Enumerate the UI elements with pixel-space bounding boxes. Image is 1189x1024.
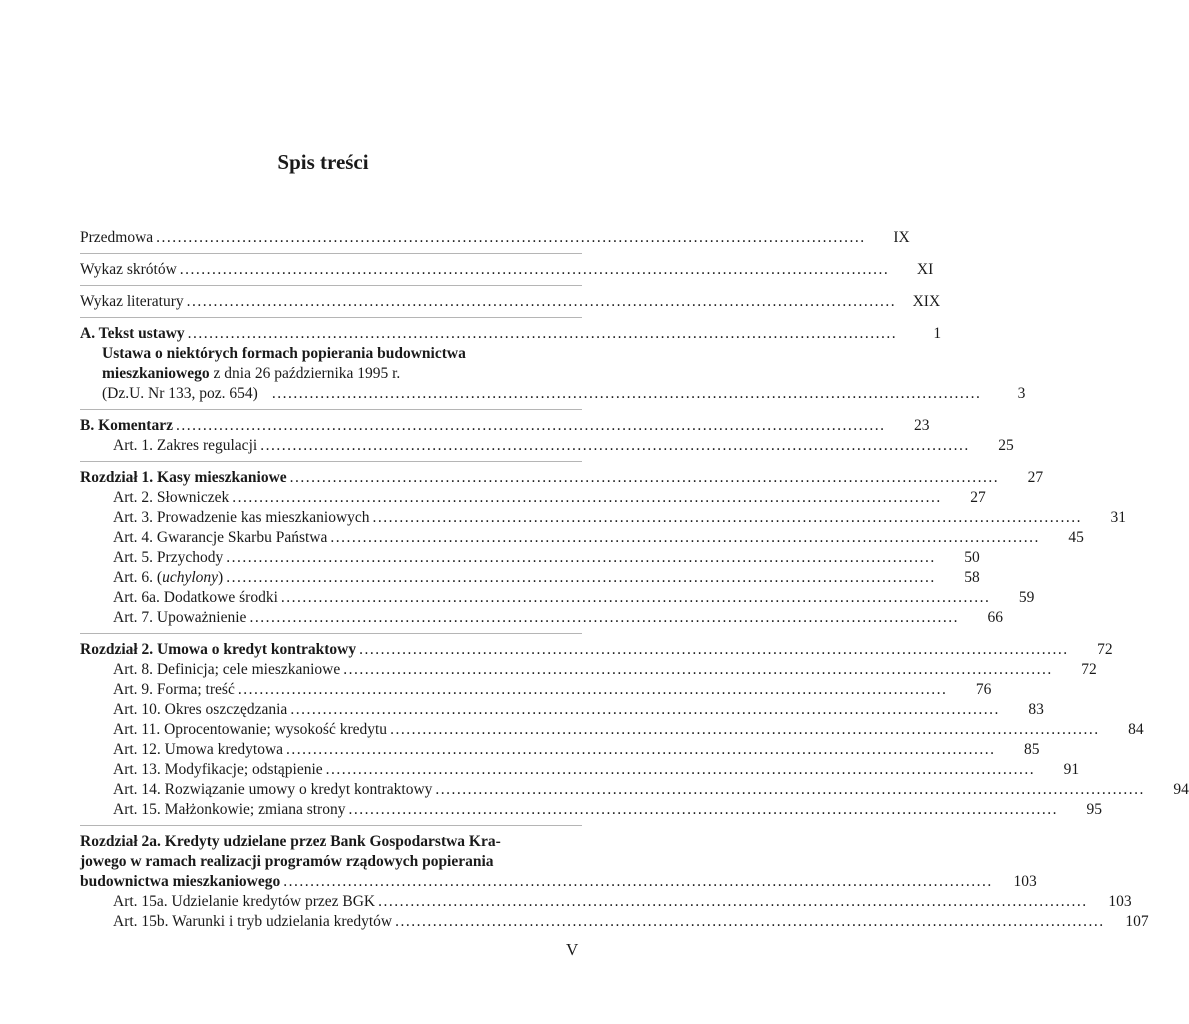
dot-leader: .................................................................................................................................... xyxy=(226,569,936,586)
toc-entry-art[interactable] xyxy=(80,680,992,700)
page-number: 103 xyxy=(1108,893,1132,910)
toc-entry-label: Art. 12. Umowa kredytowa xyxy=(113,741,284,758)
page-number: 3 xyxy=(1017,385,1026,402)
page-number: 76 xyxy=(975,681,992,698)
toc-entry-label: Wykaz skrótów xyxy=(80,261,177,278)
toc-entry-rozdzial2[interactable] xyxy=(80,640,1113,660)
toc-entry-art[interactable] xyxy=(80,568,980,588)
rozdzial2a-title-line1: Rozdział 2a. Kredyty udzielane przez Bank Gospodarstwa Kra- xyxy=(80,833,501,850)
toc-entry-art[interactable] xyxy=(80,912,1149,932)
dot-leader: .................................................................................................................................... xyxy=(260,437,970,454)
toc-entry-label: Art. 1. Zakres regulacji xyxy=(113,437,258,454)
toc-entry-label: budownictwa mieszkaniowego xyxy=(80,873,281,890)
page-number: 50 xyxy=(964,549,980,566)
toc-entry-label: A. Tekst ustawy xyxy=(80,325,185,342)
dot-leader: .................................................................................................................................... xyxy=(290,701,1000,718)
page-number: 25 xyxy=(998,437,1014,454)
toc-entry-label: Art. 10. Okres oszczędzania xyxy=(113,701,288,718)
toc-entry-label: Art. 3. Prowadzenie kas mieszkaniowych xyxy=(113,509,370,526)
dot-leader: .................................................................................................................................... xyxy=(226,549,936,566)
dot-leader: .................................................................................................................................... xyxy=(359,641,1069,658)
ustawa-title-line2 xyxy=(80,364,582,384)
dot-leader: .................................................................................................................................... xyxy=(286,741,996,758)
dot-leader: .................................................................................................................................... xyxy=(232,489,942,506)
dot-leader: .................................................................................................................................... xyxy=(156,229,866,246)
page-number: 95 xyxy=(1086,801,1102,818)
page-number: 84 xyxy=(1128,721,1144,738)
toc-entry-ustawa-source[interactable] xyxy=(80,384,1026,404)
dot-leader: .................................................................................................................................... xyxy=(280,589,991,606)
toc-entry-przedmowa[interactable] xyxy=(80,228,910,248)
page-number: 72 xyxy=(1097,641,1113,658)
page-number: IX xyxy=(893,229,910,246)
dot-leader: .................................................................................................................................... xyxy=(435,781,1145,798)
page-number: 72 xyxy=(1081,661,1097,678)
toc-entry-art[interactable] xyxy=(80,740,1040,760)
page-number: 59 xyxy=(1018,589,1035,606)
toc-entry-label: Rozdział 2. Umowa o kredyt kontraktowy xyxy=(80,641,357,658)
toc-entry-art[interactable] xyxy=(80,700,1044,720)
divider xyxy=(80,409,582,410)
ustawa-date: z dnia 26 października 1995 r. xyxy=(209,365,401,382)
divider xyxy=(80,461,582,462)
toc-entry-art[interactable] xyxy=(80,800,1102,820)
toc-entry-label: Art. 7. Upoważnienie xyxy=(113,609,247,626)
toc-entry-rozdzial2a[interactable] xyxy=(80,872,1037,892)
page-number: XI xyxy=(916,261,934,278)
ustawa-title-bold: mieszkaniowego xyxy=(102,365,210,382)
page-number: 85 xyxy=(1024,741,1040,758)
toc-entry-label: Art. 4. Gwarancje Skarbu Państwa xyxy=(113,529,328,546)
toc-entry-art[interactable] xyxy=(80,892,1132,912)
divider xyxy=(80,253,582,254)
toc-entry-skroty[interactable] xyxy=(80,260,934,280)
dot-leader: .................................................................................................................................... xyxy=(343,661,1053,678)
toc-entry-art[interactable] xyxy=(80,588,1035,608)
toc-entry-art[interactable] xyxy=(80,780,1189,800)
page-number: 107 xyxy=(1125,913,1149,930)
page-number: 83 xyxy=(1028,701,1044,718)
toc-entry-label: (Dz.U. Nr 133, poz. 654) xyxy=(102,385,258,402)
toc-entry-label: Art. 6a. Dodatkowe środki xyxy=(113,589,278,606)
page-number: 1 xyxy=(933,325,942,342)
dot-leader: .................................................................................................................................... xyxy=(237,681,948,698)
toc-entry-art[interactable] xyxy=(80,548,980,568)
dot-leader: .................................................................................................................................... xyxy=(378,893,1088,910)
dot-leader: .................................................................................................................................... xyxy=(179,261,890,278)
page-number: 58 xyxy=(964,569,980,586)
dot-leader: .................................................................................................................................... xyxy=(325,761,1036,778)
toc-entry-label: Art. 15b. Warunki i tryb udzielania kredytów xyxy=(113,913,393,930)
page-folio: V xyxy=(566,940,579,959)
toc-entry-label: Art. 15a. Udzielanie kredytów przez BGK xyxy=(113,893,376,910)
table-of-contents xyxy=(80,228,1189,932)
toc-entry-label: Art. 15. Małżonkowie; zmiana strony xyxy=(113,801,346,818)
label-prefix: Art. 6. ( xyxy=(113,569,163,586)
divider xyxy=(80,317,582,318)
toc-entry-art[interactable] xyxy=(80,488,986,508)
toc-entry-label: Art. 2. Słowniczek xyxy=(113,489,230,506)
dot-leader: .................................................................................................................................... xyxy=(283,873,993,890)
page-number: 27 xyxy=(970,489,986,506)
page-number: 103 xyxy=(1013,873,1037,890)
dot-leader: .................................................................................................................................... xyxy=(348,801,1058,818)
toc-entry-label: Rozdział 1. Kasy mieszkaniowe xyxy=(80,469,287,486)
dot-leader: .................................................................................................................................... xyxy=(271,385,982,402)
toc-entry-label xyxy=(113,568,223,588)
toc-entry-komentarz[interactable] xyxy=(80,416,930,436)
dot-leader: .................................................................................................................................... xyxy=(395,913,1105,930)
page-number: 23 xyxy=(913,417,930,434)
dot-leader: .................................................................................................................................... xyxy=(249,609,959,626)
toc-entry-label: B. Komentarz xyxy=(80,417,173,434)
dot-leader: .................................................................................................................................... xyxy=(390,721,1100,738)
toc-entry-art[interactable] xyxy=(80,528,1084,548)
toc-entry-label: Art. 9. Forma; treść xyxy=(113,681,235,698)
page-number: 66 xyxy=(987,609,1003,626)
toc-entry-label: Art. 5. Przychody xyxy=(113,549,224,566)
divider xyxy=(80,285,582,286)
page-number: XIX xyxy=(912,293,941,310)
rozdzial2a-title-line2: jowego w ramach realizacji programów rządowych popierania xyxy=(80,853,494,870)
divider xyxy=(80,825,582,826)
dot-leader: .................................................................................................................................... xyxy=(330,529,1040,546)
toc-entry-tekst-ustawy[interactable] xyxy=(80,324,942,344)
ustawa-title-line1 xyxy=(80,344,582,364)
dot-leader: .................................................................................................................................... xyxy=(175,417,886,434)
toc-entry-label: Wykaz literatury xyxy=(80,293,184,310)
ustawa-title-bold: Ustawa o niektórych formach popierania budownictwa xyxy=(102,345,466,362)
page-number: 45 xyxy=(1068,529,1084,546)
dot-leader: .................................................................................................................................... xyxy=(372,509,1083,526)
toc-entry-art[interactable] xyxy=(80,720,1144,740)
toc-entry-art[interactable] xyxy=(80,660,1097,680)
toc-entry-art1[interactable] xyxy=(80,436,1014,456)
label-suffix: ) xyxy=(218,569,224,586)
toc-entry-label: Art. 11. Oprocentowanie; wysokość kredytu xyxy=(113,721,388,738)
page-number: 91 xyxy=(1063,761,1080,778)
page-title: Spis treści xyxy=(277,150,369,174)
toc-entry-label: Art. 14. Rozwiązanie umowy o kredyt kontraktowy xyxy=(113,781,433,798)
dot-leader: .................................................................................................................................... xyxy=(186,293,897,310)
toc-entry-art[interactable] xyxy=(80,760,1080,780)
toc-entry-art[interactable] xyxy=(80,508,1127,528)
toc-entry-literatura[interactable] xyxy=(80,292,941,312)
page-number: 94 xyxy=(1173,781,1189,798)
page-number: 27 xyxy=(1027,469,1044,486)
dot-leader: .................................................................................................................................... xyxy=(187,325,898,342)
toc-entry-rozdzial1[interactable] xyxy=(80,468,1044,488)
divider xyxy=(80,633,582,634)
toc-entry-art[interactable] xyxy=(80,608,1003,628)
label-italic: uchylony xyxy=(162,569,219,586)
page-number: 31 xyxy=(1110,509,1127,526)
dot-leader: .................................................................................................................................... xyxy=(289,469,1000,486)
toc-entry-label: Art. 13. Modyfikacje; odstąpienie xyxy=(113,761,323,778)
toc-entry-label: Art. 8. Definicja; cele mieszkaniowe xyxy=(113,661,341,678)
toc-entry-label: Przedmowa xyxy=(80,229,154,246)
